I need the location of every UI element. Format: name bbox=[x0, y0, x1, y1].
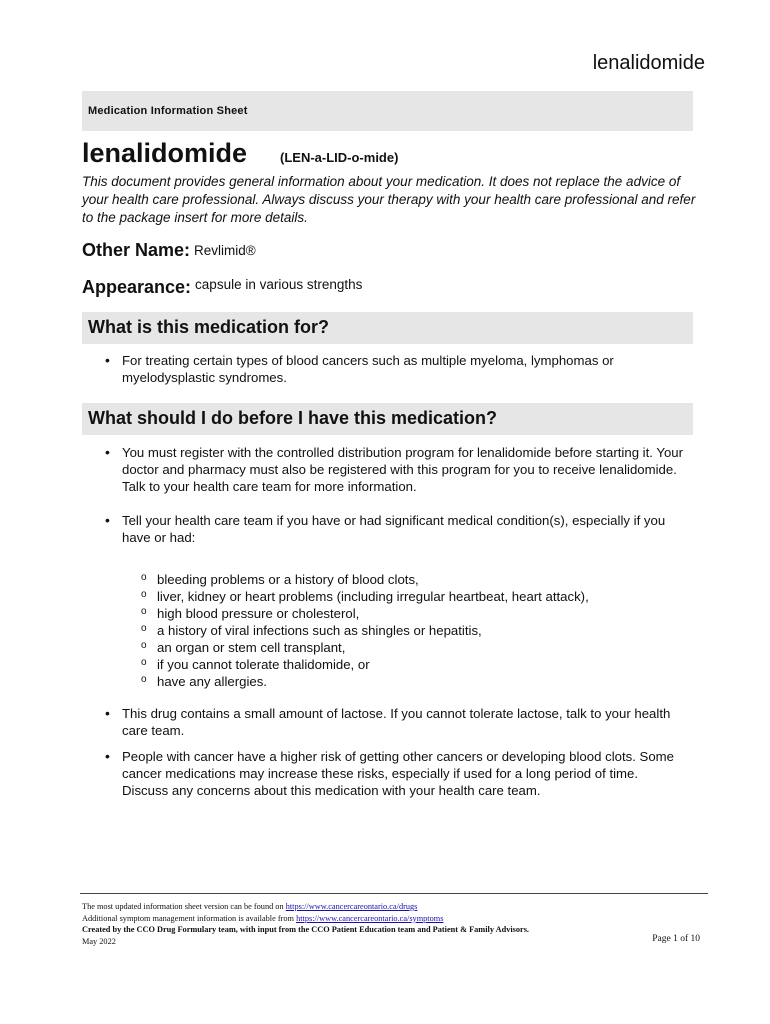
section1-list bbox=[105, 352, 685, 386]
appearance-value: capsule in various strengths bbox=[195, 277, 363, 292]
footer-divider bbox=[80, 893, 708, 894]
pronunciation: (LEN-a-LID-o-mide) bbox=[280, 150, 399, 165]
section2-list bbox=[105, 748, 685, 799]
sub-list-item: o liver, kidney or heart problems (including irregular heartbeat, heart attack), bbox=[141, 588, 701, 605]
section-heading-bar bbox=[82, 403, 693, 435]
list-item: • People with cancer have a higher risk of getting other cancers or developing blood clots. Some cancer medications may increase these risks, especially if used for a long period of time. Discuss any concerns about this medication with your health care team. bbox=[105, 748, 685, 799]
other-name-value: Revlimid® bbox=[194, 243, 256, 258]
appearance-field bbox=[82, 277, 362, 298]
header-drug-name: lenalidomide bbox=[592, 52, 705, 74]
sub-list-item: o if you cannot tolerate thalidomide, or bbox=[141, 656, 701, 673]
sub-list-item: o high blood pressure or cholesterol, bbox=[141, 605, 701, 622]
section-heading-bar bbox=[82, 312, 693, 344]
footer bbox=[82, 901, 702, 947]
section-heading: What is this medication for? bbox=[88, 317, 330, 337]
footer-text: Additional symptom management information is available from bbox=[82, 913, 297, 923]
intro-paragraph: This document provides general information about your medication. It does not replace the advice of your health care professional. Always discuss your therapy with your health care professional and refer to the package insert for more details. bbox=[82, 174, 696, 225]
footer-date: May 2022 bbox=[82, 936, 116, 946]
sheet-type-label: Medication Information Sheet bbox=[88, 105, 248, 117]
list-item: • Tell your health care team if you have or had significant medical condition(s), especially if you have or had: bbox=[105, 512, 685, 546]
footer-text: The most updated information sheet version can be found on bbox=[82, 902, 286, 911]
page-number: Page 1 of 10 bbox=[652, 934, 700, 944]
footer-credits: Created by the CCO Drug Formulary team, with input from the CCO Patient Education team and Patient & Family Advisors. bbox=[82, 925, 530, 934]
other-name-field bbox=[82, 240, 256, 261]
drugs-link[interactable]: https://www.cancercareontario.ca/drugs bbox=[285, 902, 418, 911]
conditions-sublist bbox=[105, 571, 701, 690]
list-item: • You must register with the controlled distribution program for lenalidomide before starting it. Your doctor and pharmacy must also be registered with this program for you to receive lenalidomide. Talk to your health care team for more information. bbox=[105, 444, 685, 495]
section-heading: What should I do before I have this medication? bbox=[88, 408, 498, 428]
page-title: lenalidomide bbox=[82, 138, 248, 168]
section2-list bbox=[105, 444, 685, 495]
footer-line-2 bbox=[82, 913, 702, 925]
appearance-label: Appearance: bbox=[82, 277, 192, 297]
other-name-label: Other Name: bbox=[82, 240, 191, 260]
sub-list-item: o bleeding problems or a history of blood clots, bbox=[141, 571, 701, 588]
sheet-type-bar bbox=[82, 91, 693, 131]
section2-list bbox=[105, 512, 685, 546]
sub-list-item: o a history of viral infections such as shingles or hepatitis, bbox=[141, 622, 701, 639]
sub-list-item: o an organ or stem cell transplant, bbox=[141, 639, 701, 656]
sub-list-item: o have any allergies. bbox=[141, 673, 701, 690]
section2-list bbox=[105, 705, 685, 739]
list-item: • For treating certain types of blood cancers such as multiple myeloma, lymphomas or myelodysplastic syndromes. bbox=[105, 352, 685, 386]
symptoms-link[interactable]: https://www.cancercareontario.ca/symptoms bbox=[296, 913, 444, 923]
footer-line-1 bbox=[82, 901, 702, 913]
list-item: • This drug contains a small amount of lactose. If you cannot tolerate lactose, talk to your health care team. bbox=[105, 705, 685, 739]
